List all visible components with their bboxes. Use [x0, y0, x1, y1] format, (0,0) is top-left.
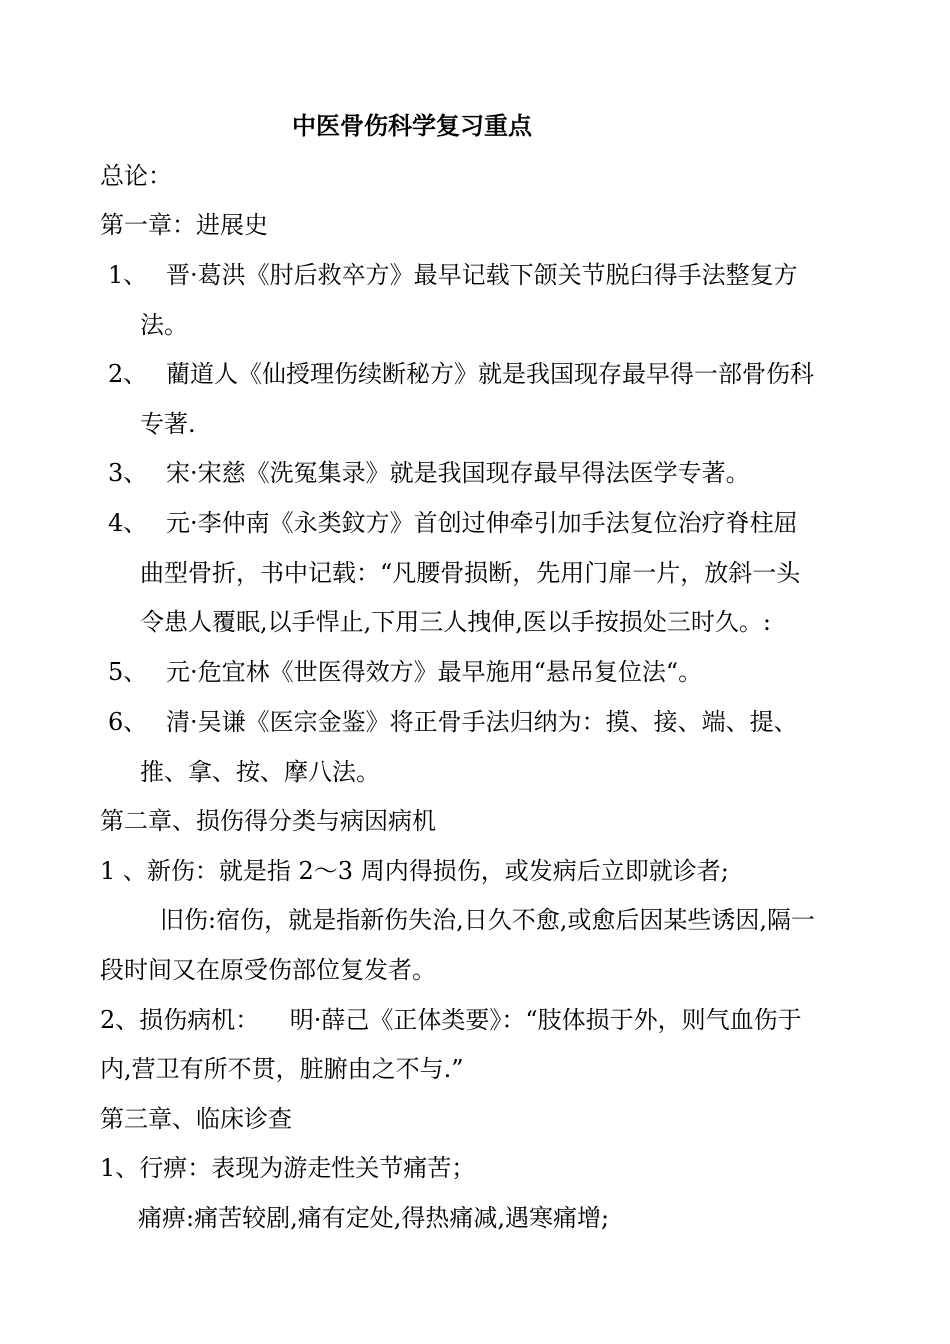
item-text-continued: 专著. — [140, 410, 196, 438]
paragraph: 旧伤:宿伤，就是指新伤失治,日久不愈,或愈后因某些诱因,隔一 — [160, 906, 815, 934]
item-text-continued: 法。 — [140, 311, 188, 339]
paragraph: 痛痹:痛苦较剧,痛有定处,得热痛减,遇寒痛增; — [138, 1204, 610, 1232]
item-text-continued: 令患人覆眠,以手悍止,下用三人拽伸,医以手按损处三时久。: — [140, 608, 771, 636]
intro-label: 总论： — [100, 162, 172, 190]
item-number: 4、 — [108, 509, 148, 537]
item-text: 宋·宋慈《洗冤集录》就是我国现存最早得法医学专著。 — [166, 459, 750, 487]
item-text-continued: 推、拿、按、摩八法。 — [140, 758, 380, 786]
paragraph-continued: 内,营卫有所不贯，脏腑由之不与.” — [100, 1055, 464, 1083]
chapter-1-heading: 第一章：进展史 — [100, 211, 268, 239]
item-text: 元·李仲南《永类鈫方》首创过伸牵引加手法复位治疗脊柱屈 — [166, 509, 798, 537]
paragraph: 1 、新伤：就是指 2～3 周内得损伤，或发病后立即就诊者; — [100, 857, 729, 885]
document-title: 中医骨伤科学复习重点 — [292, 111, 532, 140]
paragraph: 2、损伤病机： 明·薛己《正体类要》：“肢体损于外，则气血伤于 — [100, 1006, 802, 1034]
item-text: 藺道人《仙授理伤续断秘方》就是我国现存最早得一部骨伤科 — [166, 360, 814, 388]
item-text-continued: 曲型骨折，书中记载：“凡腰骨损断，先用门扉一片，放斜一头 — [140, 559, 801, 587]
item-number: 2、 — [108, 360, 148, 388]
item-text: 清·吴谦《医宗金鉴》将正骨手法归纳为：摸、接、端、提、 — [166, 708, 798, 736]
item-number: 3、 — [108, 459, 148, 487]
item-number: 1、 — [108, 261, 148, 289]
chapter-2-heading: 第二章、损伤得分类与病因病机 — [100, 807, 436, 835]
item-number: 5、 — [108, 658, 148, 686]
paragraph-continued: 段时间又在原受伤部位复发者。 — [100, 956, 436, 984]
paragraph: 1、行痹：表现为游走性关节痛苦； — [100, 1154, 476, 1182]
item-text: 元·危宜林《世医得效方》最早施用“悬吊复位法“。 — [166, 658, 703, 686]
chapter-3-heading: 第三章、临床诊查 — [100, 1105, 292, 1133]
item-number: 6、 — [108, 708, 148, 736]
item-text: 晋·葛洪《肘后救卒方》最早记载下颌关节脱臼得手法整复方 — [166, 261, 798, 289]
